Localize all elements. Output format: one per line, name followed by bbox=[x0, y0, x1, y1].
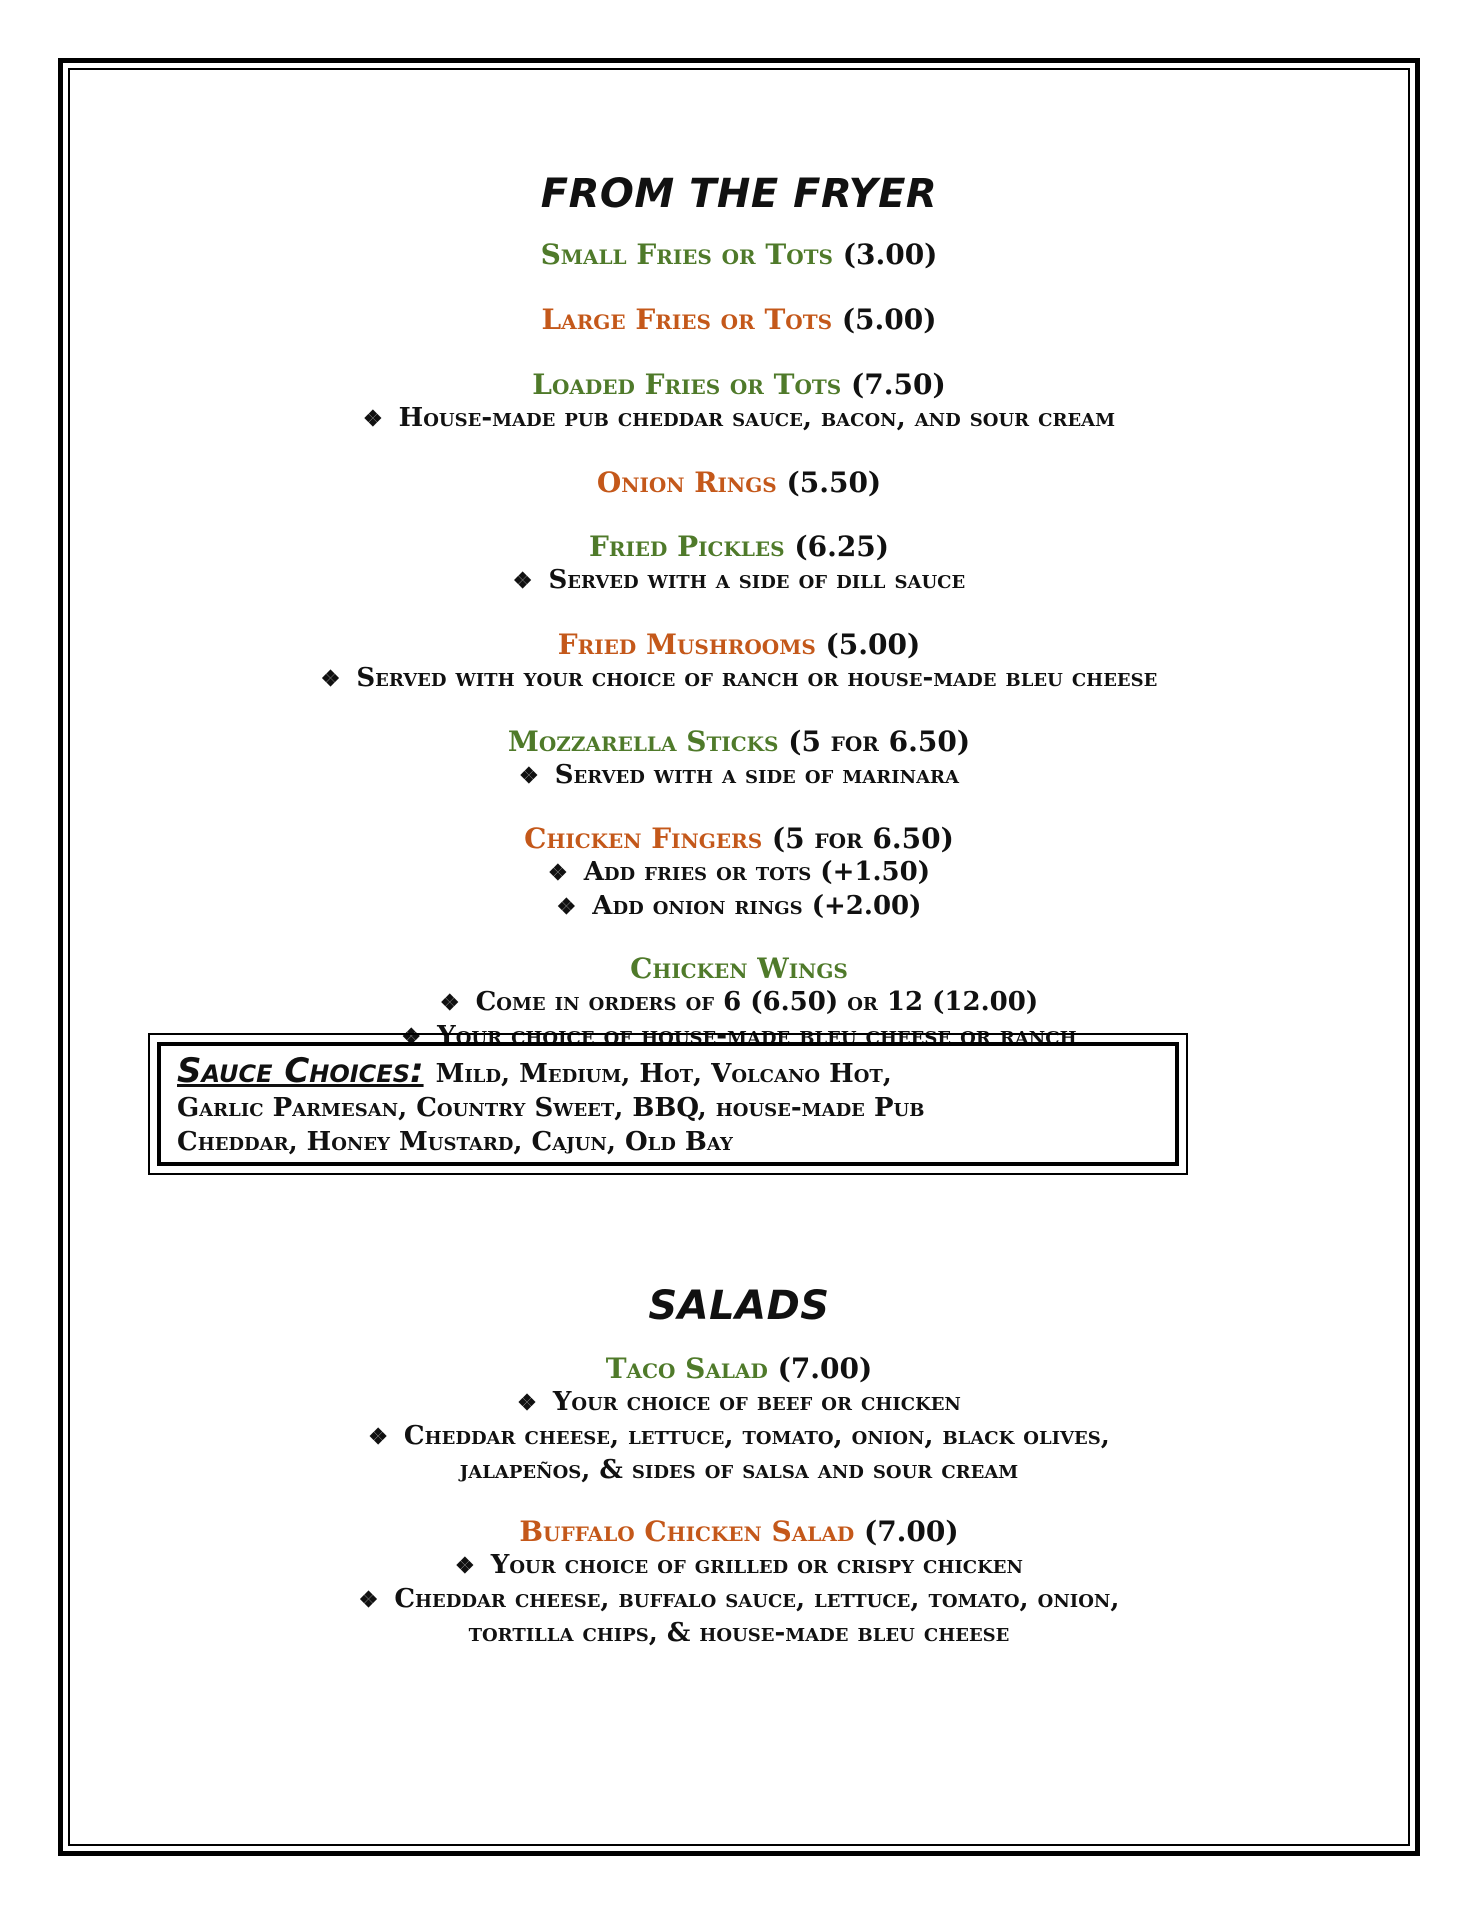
bullet-icon: ❖ bbox=[320, 666, 341, 692]
item-name: Onion Rings bbox=[596, 466, 777, 499]
item-note: ❖ Cheddar cheese, lettuce, tomato, onion, black olives, bbox=[70, 1420, 1408, 1454]
item-name: Loaded Fries or Tots bbox=[532, 368, 842, 401]
item-note: ❖ Add fries or tots (+1.50) bbox=[70, 856, 1408, 890]
item-name: Buffalo Chicken Salad bbox=[519, 1515, 855, 1548]
bullet-icon: ❖ bbox=[512, 568, 533, 594]
bullet-icon: ❖ bbox=[401, 1024, 422, 1050]
sauce-line-2: Garlic Parmesan, Country Sweet, BBQ, house-made Pub bbox=[177, 1093, 925, 1123]
item-note: ❖ Come in orders of 6 (6.50) or 12 (12.00) bbox=[70, 986, 1408, 1020]
bullet-icon: ❖ bbox=[547, 860, 568, 886]
item-note: ❖ Add onion rings (+2.00) bbox=[70, 890, 1408, 924]
item-name: Mozzarella Sticks bbox=[507, 725, 779, 758]
item-note: ❖ Cheddar cheese, buffalo sauce, lettuce, tomato, onion, bbox=[70, 1583, 1408, 1617]
item-name: Fried Pickles bbox=[588, 530, 785, 563]
item-name: Fried Mushrooms bbox=[557, 628, 816, 661]
menu-item bbox=[70, 368, 1408, 436]
item-price: (7.00) bbox=[863, 1515, 959, 1548]
item-note: ❖ Served with a side of marinara bbox=[70, 759, 1408, 793]
item-price: (5.50) bbox=[786, 466, 882, 499]
item-name: Small Fries or Tots bbox=[540, 238, 833, 271]
sauce-line-3: Cheddar, Honey Mustard, Cajun, Old Bay bbox=[177, 1127, 733, 1157]
item-price: (7.50) bbox=[851, 368, 946, 401]
bullet-icon: ❖ bbox=[362, 406, 383, 432]
fryer-section-title: FROM THE FRYER bbox=[540, 171, 938, 217]
item-note: ❖ Your choice of house-made bleu cheese or ranch bbox=[70, 1020, 1408, 1054]
bullet-icon: ❖ bbox=[368, 1424, 388, 1450]
item-price: (5.00) bbox=[841, 303, 937, 336]
item-note: ❖ Your choice of beef or chicken bbox=[70, 1386, 1408, 1420]
menu-item bbox=[70, 628, 1408, 696]
item-price: (3.00) bbox=[842, 238, 938, 271]
bullet-icon: ❖ bbox=[439, 990, 460, 1016]
item-name: Chicken Wings bbox=[630, 952, 848, 985]
item-note: ❖ Your choice of grilled or crispy chicken bbox=[70, 1549, 1408, 1583]
menu-item bbox=[70, 725, 1408, 793]
sauce-line-1: Sauce Choices: Mild, Medium, Hot, Volcano Hot, bbox=[177, 1051, 892, 1091]
menu-item bbox=[70, 303, 1408, 337]
menu-item bbox=[70, 1515, 1408, 1650]
bullet-icon: ❖ bbox=[517, 1390, 537, 1416]
bullet-icon: ❖ bbox=[358, 1587, 379, 1613]
menu-item bbox=[70, 238, 1408, 272]
sauce-choices-box bbox=[157, 1042, 1179, 1166]
sauce-heading: Sauce Choices: bbox=[177, 1051, 424, 1091]
bullet-icon: ❖ bbox=[455, 1553, 475, 1579]
bullet-icon: ❖ bbox=[556, 894, 577, 920]
item-price: (5 for 6.50) bbox=[771, 822, 954, 855]
item-note: ❖ Served with a side of dill sauce bbox=[70, 564, 1408, 598]
item-price: (6.25) bbox=[794, 530, 890, 563]
item-note-continued: jalapeños, & sides of salsa and sour cream bbox=[459, 1455, 1019, 1485]
item-price: (7.00) bbox=[777, 1352, 873, 1385]
menu-item bbox=[70, 1352, 1408, 1487]
salads-section bbox=[70, 1282, 1408, 1330]
item-note: ❖ House-made pub cheddar sauce, bacon, and sour cream bbox=[70, 402, 1408, 436]
item-name: Large Fries or Tots bbox=[541, 303, 833, 336]
item-note: ❖ Served with your choice of ranch or house-made bleu cheese bbox=[70, 662, 1408, 696]
item-name: Chicken Fingers bbox=[524, 822, 763, 855]
menu-item bbox=[70, 822, 1408, 924]
salads-section-title: SALADS bbox=[648, 1283, 830, 1329]
menu-item bbox=[70, 530, 1408, 598]
item-note-continued: tortilla chips, & house-made bleu cheese bbox=[468, 1618, 1010, 1648]
menu-item bbox=[70, 466, 1408, 500]
item-price: (5 for 6.50) bbox=[788, 725, 971, 758]
bullet-icon: ❖ bbox=[519, 763, 539, 789]
item-price: (5.00) bbox=[825, 628, 921, 661]
item-name: Taco Salad bbox=[605, 1352, 768, 1385]
